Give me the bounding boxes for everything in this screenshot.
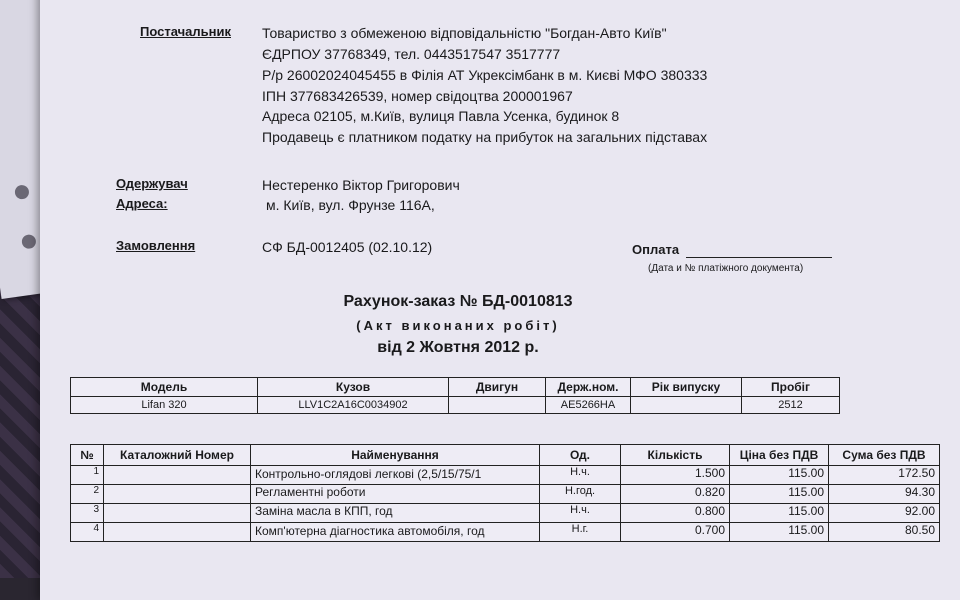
table-row xyxy=(71,523,940,542)
row-qty: 1.500 xyxy=(621,466,730,485)
row-price: 115.00 xyxy=(730,504,829,523)
supplier-line: ЄДРПОУ 37768349, тел. 0443517547 3517777 xyxy=(262,46,561,62)
row-sum: 92.00 xyxy=(829,504,940,523)
vehicle-header: Держ.ном. xyxy=(546,378,631,397)
vehicle-header: Пробіг xyxy=(742,378,840,397)
supplier-line: Р/р 26002024045455 в Філія АТ Укрексімбанк в м. Києві МФО 380333 xyxy=(262,67,708,83)
doc-date: від 2 Жовтня 2012 р. xyxy=(377,339,539,356)
table-row xyxy=(71,466,940,485)
items-header: Ціна без ПДВ xyxy=(730,445,829,466)
vehicle-header: Модель xyxy=(71,378,258,397)
vehicle-cell xyxy=(631,397,742,414)
row-catalog xyxy=(104,466,251,485)
punch-hole xyxy=(21,234,37,250)
row-catalog xyxy=(104,523,251,542)
supplier-line: ІПН 377683426539, номер свідоцтва 200001967 xyxy=(262,88,573,104)
table-row xyxy=(71,504,940,523)
row-name: Заміна масла в КПП, год xyxy=(251,504,540,523)
row-sum: 172.50 xyxy=(829,466,940,485)
order-value: СФ БД-0012405 (02.10.12) xyxy=(262,239,433,255)
vehicle-cell: 2512 xyxy=(742,397,840,414)
row-number: 3 xyxy=(71,504,104,523)
items-header: Найменування xyxy=(251,445,540,466)
items-header: Кількість xyxy=(621,445,730,466)
vehicle-cell: LLV1C2A16C0034902 xyxy=(258,397,449,414)
items-header: Каталожний Номер xyxy=(104,445,251,466)
supplier-label: Постачальник xyxy=(140,24,231,39)
row-price: 115.00 xyxy=(730,523,829,542)
vehicle-cell xyxy=(449,397,546,414)
order-label: Замовлення xyxy=(116,238,196,253)
vehicle-table xyxy=(70,377,840,414)
vehicle-header: Кузов xyxy=(258,378,449,397)
payment-label: Оплата xyxy=(632,242,680,257)
payment-line xyxy=(686,257,832,258)
row-unit: Н.год. xyxy=(540,485,621,504)
items-table xyxy=(70,444,940,542)
vehicle-header: Рік випуску xyxy=(631,378,742,397)
recipient-label: Одержувач xyxy=(116,176,188,191)
row-qty: 0.700 xyxy=(621,523,730,542)
vehicle-header: Двигун xyxy=(449,378,546,397)
row-qty: 0.820 xyxy=(621,485,730,504)
doc-subtitle: (Акт виконаних робіт) xyxy=(356,318,560,333)
supplier-line: Адреса 02105, м.Київ, вулиця Павла Усенка, будинок 8 xyxy=(262,108,620,124)
items-header: Од. xyxy=(540,445,621,466)
row-price: 115.00 xyxy=(730,466,829,485)
supplier-line: Товариство з обмеженою відповідальністю "Богдан-Авто Київ" xyxy=(262,25,667,41)
row-qty: 0.800 xyxy=(621,504,730,523)
row-name: Регламентні роботи xyxy=(251,485,540,504)
table-row xyxy=(71,485,940,504)
row-sum: 94.30 xyxy=(829,485,940,504)
supplier-line: Продавець є платником податку на прибуток на загальних підставах xyxy=(262,129,708,145)
row-price: 115.00 xyxy=(730,485,829,504)
row-catalog xyxy=(104,504,251,523)
row-sum: 80.50 xyxy=(829,523,940,542)
items-header: № xyxy=(71,445,104,466)
row-unit: Н.ч. xyxy=(540,466,621,485)
doc-title: Рахунок-заказ № БД-0010813 xyxy=(343,293,573,310)
row-unit: Н.ч. xyxy=(540,504,621,523)
address-value: м. Київ, вул. Фрунзе 116А, xyxy=(266,197,435,213)
row-number: 1 xyxy=(71,466,104,485)
row-number: 4 xyxy=(71,523,104,542)
row-catalog xyxy=(104,485,251,504)
row-unit: Н.г. xyxy=(540,523,621,542)
punch-hole xyxy=(14,184,30,200)
vehicle-cell: AE5266HA xyxy=(546,397,631,414)
row-number: 2 xyxy=(71,485,104,504)
address-label: Адреса: xyxy=(116,196,168,211)
recipient-value: Нестеренко Віктор Григорович xyxy=(262,177,460,193)
vehicle-cell: Lifan 320 xyxy=(71,397,258,414)
row-name: Контрольно-оглядові легкові (2,5/15/75/1 xyxy=(251,466,540,485)
vehicle-row xyxy=(71,397,840,414)
payment-note: (Дата и № платіжного документа) xyxy=(648,263,804,274)
items-header: Сума без ПДВ xyxy=(829,445,940,466)
row-name: Комп'ютерна діагностика автомобіля, год xyxy=(251,523,540,542)
